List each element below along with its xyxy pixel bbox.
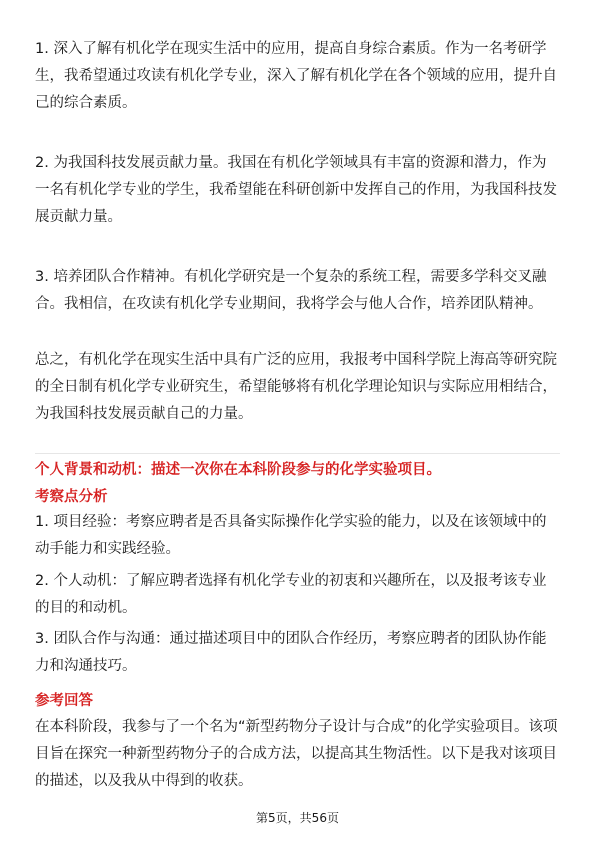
analysis-heading: 考察点分析 xyxy=(35,489,108,505)
question-heading: 个人背景和动机：描述一次你在本科阶段参与的化学实验项目。 xyxy=(35,462,441,478)
paragraph-2: 2. 为我国科技发展贡献力量。我国在有机化学领域具有丰富的资源和潜力，作为一名有机化学专业的学生，我希望能在科研创新中发挥自己的作用，为我国科技发展贡献力量。 xyxy=(35,155,557,225)
answer-text: 在本科阶段，我参与了一个名为“新型药物分子设计与合成”的化学实验项目。该项目旨在探究一种新型药物分子的合成方法，以提高其生物活性。以下是我对该项目的描述，以及我从中得到的收获。 xyxy=(35,719,558,789)
analysis-item-2: 2. 个人动机：了解应聘者选择有机化学专业的初衷和兴趣所在，以及报考该专业的目的和动机。 xyxy=(35,573,547,616)
paragraph-4-conclusion: 总之，有机化学在现实生活中具有广泛的应用，我报考中国科学院上海高等研究院的全日制有机化学专业研究生，希望能够将有机化学理论知识与实际应用相结合，为我国科技发展贡献自己的力量。 xyxy=(35,352,557,422)
answer-heading: 参考回答 xyxy=(35,693,93,709)
divider xyxy=(35,453,560,454)
analysis-item-3: 3. 团队合作与沟通：通过描述项目中的团队合作经历，考察应聘者的团队协作能力和沟通技巧。 xyxy=(35,631,547,674)
paragraph-3: 3. 培养团队合作精神。有机化学研究是一个复杂的系统工程，需要多学科交叉融合。我相信，在攻读有机化学专业期间，我将学会与他人合作，培养团队精神。 xyxy=(35,269,547,312)
paragraph-1: 1. 深入了解有机化学在现实生活中的应用，提高自身综合素质。作为一名考研学生，我希望通过攻读有机化学专业，深入了解有机化学在各个领域的应用，提升自己的综合素质。 xyxy=(35,41,557,111)
page-footer: 第5页，共56页 xyxy=(256,811,339,825)
analysis-item-1: 1. 项目经验：考察应聘者是否具备实际操作化学实验的能力，以及在该领域中的动手能力和实践经验。 xyxy=(35,514,547,557)
